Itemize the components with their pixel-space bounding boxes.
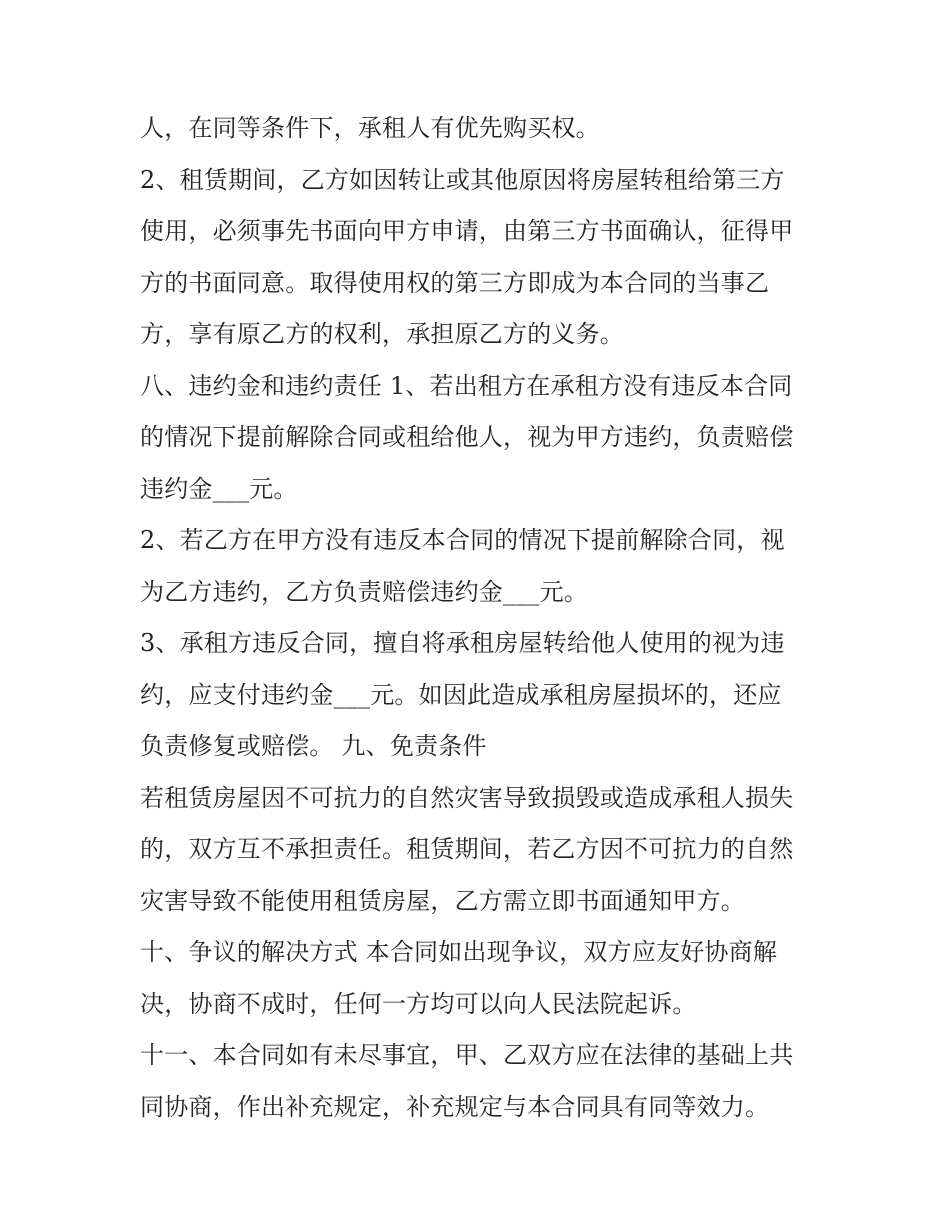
text-line: 十、争议的解决方式 本合同如出现争议，双方应友好协商解: [140, 938, 778, 966]
text-line: 决，协商不成时，任何一方均可以向人民法院起诉。: [140, 989, 697, 1018]
text-line: 同协商，作出补充规定，补充规定与本合同具有同等效力。: [140, 1092, 770, 1121]
text-line: 八、违约金和违约责任 1、若出租方在承租方没有违反本合同: [140, 371, 793, 400]
text-line: 若租赁房屋因不可抗力的自然灾害导致损毁或造成承租人损失: [140, 783, 794, 812]
text-line: 为乙方违约，乙方负责赔偿违约金___元。: [140, 577, 588, 606]
text-line: 灾害导致不能使用租赁房屋，乙方需立即书面通知甲方。: [140, 886, 745, 915]
text-line: 负责修复或赔偿。 九、免责条件: [140, 732, 487, 760]
text-line: 2、租赁期间，乙方如因转让或其他原因将房屋转租给第三方: [140, 165, 785, 194]
text-line: 3、承租方违反合同，擅自将承租房屋转给他人使用的视为违: [140, 629, 785, 657]
text-line: 的情况下提前解除合同或租给他人，视为甲方违约，负责赔偿: [140, 423, 794, 451]
text-line: 十一、本合同如有未尽事宜，甲、乙双方应在法律的基础上共: [140, 1041, 794, 1069]
document-body: [140, 103, 820, 1133]
text-line: 人，在同等条件下，承租人有优先购买权。: [140, 114, 600, 142]
text-line: 约，应支付违约金___元。如因此造成承租房屋损坏的，还应: [140, 680, 782, 709]
text-line: 2、若乙方在甲方没有违反本合同的情况下提前解除合同，视: [140, 526, 785, 554]
text-line: 方，享有原乙方的权利，承担原乙方的义务。: [140, 320, 624, 348]
text-line: 违约金___元。: [140, 474, 298, 503]
text-line: 的，双方互不承担责任。租赁期间，若乙方因不可抗力的自然: [140, 835, 794, 863]
text-line: 使用，必须事先书面向甲方申请，由第三方书面确认，征得甲: [140, 217, 794, 245]
text-line: 方的书面同意。取得使用权的第三方即成为本合同的当事乙: [140, 268, 770, 297]
